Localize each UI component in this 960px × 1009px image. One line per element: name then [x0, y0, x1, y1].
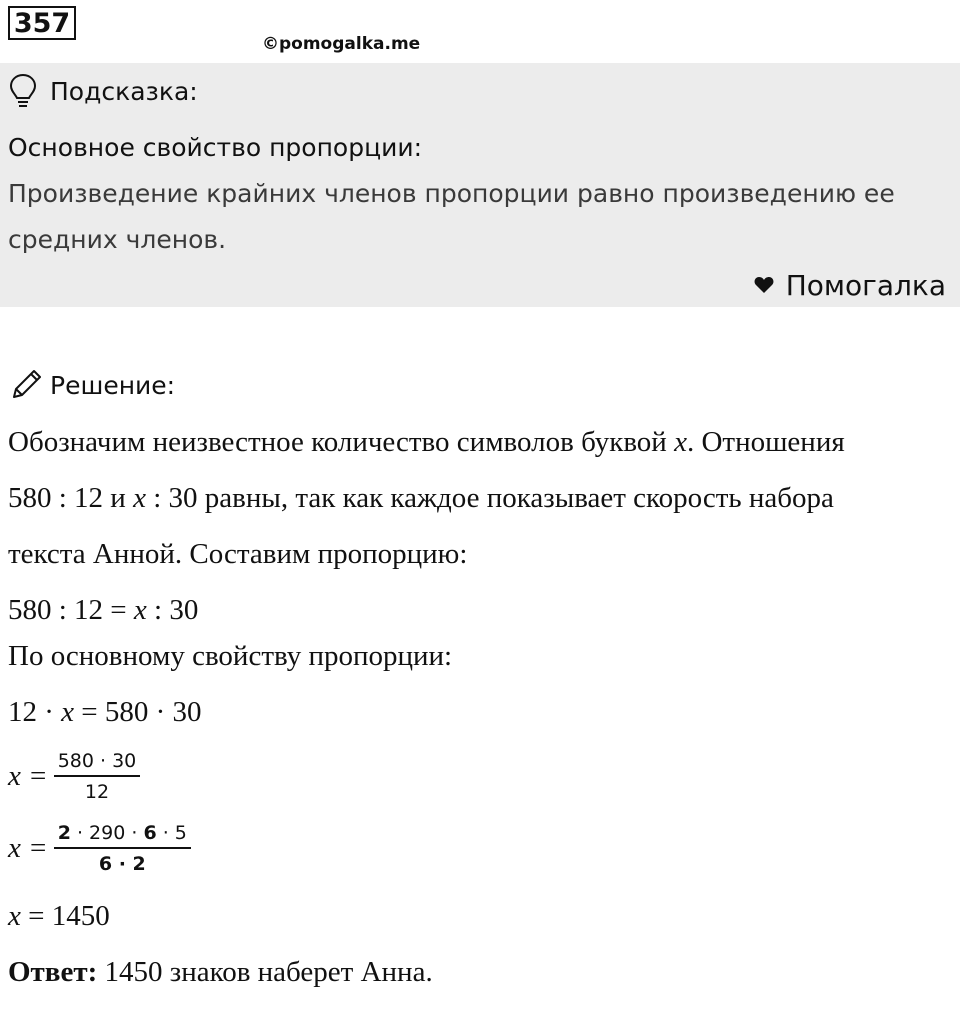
pencil-icon	[8, 367, 44, 403]
brand	[754, 267, 946, 303]
fraction	[54, 822, 191, 875]
text: = 580 · 30	[74, 696, 202, 728]
hint-body: Произведение крайних членов пропорции равно произведению ее средних членов.	[8, 179, 895, 254]
variable: x	[133, 594, 147, 626]
lightbulb-icon	[8, 73, 38, 109]
equation-result	[8, 900, 110, 933]
variable: x	[8, 900, 21, 932]
solution-title: Решение:	[50, 370, 176, 400]
equation-product	[8, 696, 202, 729]
answer	[8, 956, 433, 989]
brand-label: Помогалка	[785, 268, 946, 302]
answer-text: 1450 знаков наберет Анна.	[97, 956, 433, 988]
text: : 30 равны, так как каждое показывает скорость набора	[145, 482, 834, 514]
text: = 1450	[20, 900, 110, 932]
cancelled-factor: 6	[143, 822, 157, 844]
text: Обозначим неизвестное количество символов буквой	[8, 426, 675, 458]
cancelled-factor: 2	[132, 853, 146, 875]
variable: x	[61, 696, 75, 728]
text: 580 : 12 и	[8, 482, 134, 514]
watermark: ©pomogalka.me	[262, 34, 421, 54]
variable: x	[133, 482, 146, 514]
heart-icon	[754, 276, 774, 294]
solution-line-4: По основному свойству пропорции:	[8, 640, 453, 672]
fraction-denominator: 12	[84, 781, 110, 803]
equation-fraction-1	[8, 750, 140, 803]
solution-line-2	[8, 482, 834, 515]
variable: x	[674, 426, 687, 458]
hint-box	[0, 63, 960, 307]
fraction-numerator: 580 · 30	[54, 750, 141, 777]
text: ·	[112, 853, 133, 875]
solution-header	[8, 365, 175, 405]
solution-line-1	[8, 426, 845, 459]
problem-number: 357	[8, 6, 76, 40]
equation-proportion	[8, 594, 198, 627]
solution-line-3: текста Анной. Составим пропорцию:	[8, 538, 468, 570]
answer-label: Ответ:	[8, 956, 98, 988]
cancelled-factor: 6	[98, 853, 113, 875]
fraction-numerator	[54, 822, 191, 849]
text: · 290 ·	[70, 822, 144, 844]
text: 580 : 12 =	[8, 594, 134, 626]
cancelled-factor: 2	[57, 822, 71, 844]
hint-title: Подсказка:	[50, 76, 198, 106]
text: · 5	[156, 822, 187, 844]
fraction	[54, 750, 141, 803]
equation-fraction-2	[8, 822, 191, 875]
text: : 30	[146, 594, 199, 626]
text: . Отношения	[686, 426, 845, 458]
fraction-lhs: x =	[8, 832, 48, 864]
hint-subtitle: Основное свойство пропорции:	[8, 133, 423, 162]
fraction-denominator	[99, 849, 146, 875]
hint-header	[8, 71, 198, 111]
text: 12 ·	[8, 696, 62, 728]
fraction-lhs: x =	[8, 760, 48, 792]
